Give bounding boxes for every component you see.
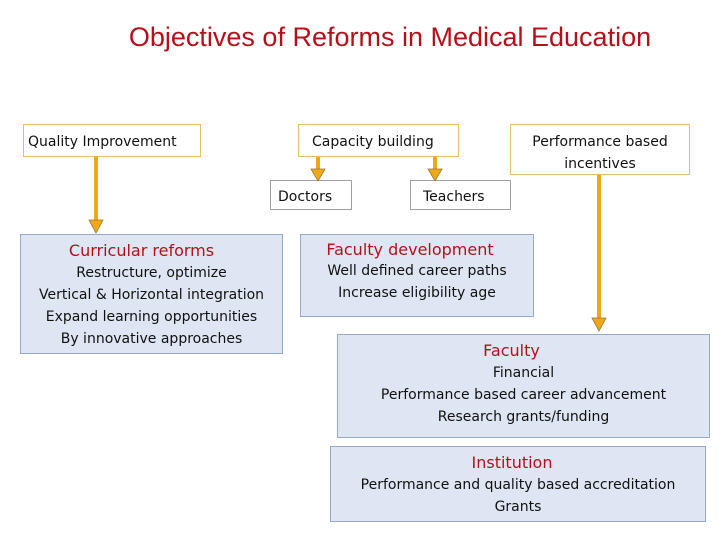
- capacity-building-label: Capacity building: [312, 134, 434, 150]
- arrowhead-icon: [428, 169, 442, 181]
- institution-line: Performance and quality based accreditation: [360, 477, 676, 493]
- faculty-development-line: Well defined career paths: [327, 263, 507, 279]
- faculty-line: Financial: [492, 365, 555, 381]
- faculty-heading: Faculty: [483, 341, 540, 360]
- institution-line: Grants: [494, 499, 542, 515]
- curricular-line: Restructure, optimize: [76, 265, 227, 281]
- arrowhead-icon: [89, 220, 103, 233]
- performance-incentives-line2: incentives: [564, 156, 636, 172]
- teachers-label: Teachers: [423, 189, 485, 205]
- faculty-line: Performance based career advancement: [380, 387, 667, 403]
- arrowhead-icon: [592, 318, 606, 331]
- curricular-line: Expand learning opportunities: [45, 309, 258, 325]
- page-title: Objectives of Reforms in Medical Education: [128, 22, 652, 52]
- arrowhead-icon: [311, 169, 325, 181]
- faculty-development-line: Increase eligibility age: [338, 285, 496, 301]
- curricular-line: Vertical & Horizontal integration: [38, 287, 265, 303]
- institution-heading: Institution: [471, 453, 553, 472]
- faculty-line: Research grants/funding: [437, 409, 610, 425]
- faculty-development-heading: Faculty development: [326, 240, 494, 259]
- quality-improvement-label: Quality Improvement: [28, 134, 177, 150]
- performance-incentives-line1: Performance based: [532, 134, 668, 150]
- doctors-label: Doctors: [278, 189, 333, 205]
- curricular-line: By innovative approaches: [60, 331, 243, 347]
- curricular-reforms-heading: Curricular reforms: [68, 241, 215, 260]
